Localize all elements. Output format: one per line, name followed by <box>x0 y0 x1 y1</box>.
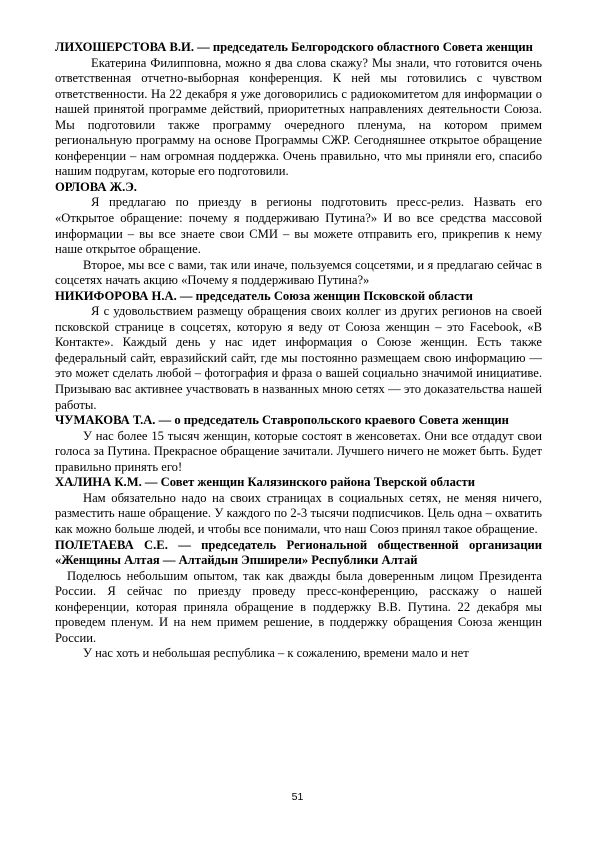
speaker-heading: ЛИХОШЕРСТОВА В.И. — председатель Белгородского областного Совета женщин <box>55 40 533 54</box>
paragraph: Второе, мы все с вами, так или иначе, пользуемся соцсетями, и я предлагаю сейчас в соцсетях начать акцию «Почему я поддерживаю Путина?» <box>55 257 542 288</box>
paragraph: Екатерина Филипповна, можно я два слова скажу? Мы знали, что готовится очень ответственная отчетно-выборная конференция. К ней мы готовились с чувством ответственности. На 22 декабря я уже договорились с радиокомитетом для информации о нашей принятой программе действий, приоритетных направлениях деятельности Союза. Мы подготовили также программу очередного пленума, на котором примем региональную программу на основе Программы СЖР. Сегодняшнее открытое обращение конференции – нам огромная поддержка. Очень правильно, что мы приняли его, спасибо нашим подругам, которые его подготовили. <box>55 55 542 179</box>
speaker-heading: НИКИФОРОВА Н.А. — председатель Союза женщин Псковской области <box>55 288 473 303</box>
paragraph: Я с удовольствием размещу обращения своих коллег из других регионов на своей псковской странице в соцсетях, которую я веду от Союза женщин – это Facebook, «В Контакте». Каждый день у нас идет информация о Союзе женщин. Есть также федеральный сайт, евразийский сайт, где мы постоянно размещаем свою информацию — это может сделать любой – фотография и фраза о вашей социально значимой инициативе. Призываю вас активнее участвовать в названных мною сетях — это доказательства нашей работы. <box>55 304 542 412</box>
speaker-heading: ПОЛЕТАЕВА С.Е. — председатель Региональной общественной организации «Женщины Алтая — Алтайдын Эпширели» Республики Алтай <box>55 537 542 568</box>
speaker-heading: ЧУМАКОВА Т.А. — о председатель Ставропольского краевого Совета женщин <box>55 413 509 428</box>
speaker-heading: ОРЛОВА Ж.Э. <box>55 179 137 194</box>
paragraph: Нам обязательно надо на своих страницах в социальных сетях, не меняя ничего, разместить наше обращение. У каждого по 2-3 тысячи подписчиков. Цель одна – охватить как можно больше людей, и чтобы все понимали, что наш Союз принял такое обращение. <box>55 490 542 536</box>
paragraph: Поделюсь небольшим опытом, так как дважды была доверенным лицом Президента России. Я сейчас по приезду проведу пресс-конференцию, расскажу о нашей конференции, которая приняла обращение в поддержку В.В. Путина. 22 декабря мы проведем пленум. И на нем примем решение, в поддержку обращения Союза женщин России. <box>55 568 542 645</box>
paragraph: У нас хоть и небольшая республика – к сожалению, времени мало и нет <box>83 646 469 661</box>
document-body <box>55 40 542 662</box>
paragraph: У нас более 15 тысяч женщин, которые состоят в женсоветах. Они все отдадут свои голоса за Путина. Прекрасное обращение зачитали. Лучшего ничего не может быть. Будет правильно принять его! <box>55 428 542 474</box>
speaker-heading: ХАЛИНА К.М. — Совет женщин Калязинского района Тверской области <box>55 475 475 490</box>
page-number: 51 <box>291 791 304 803</box>
paragraph: Я предлагаю по приезду в регионы подготовить пресс-релиз. Назвать его «Открытое обращение: почему я поддерживаю Путина?» И во все средства массовой информации – вы все знаете свои СМИ – вы можете отправить его, прикрепив к нему наше открытое обращение. <box>55 195 542 257</box>
